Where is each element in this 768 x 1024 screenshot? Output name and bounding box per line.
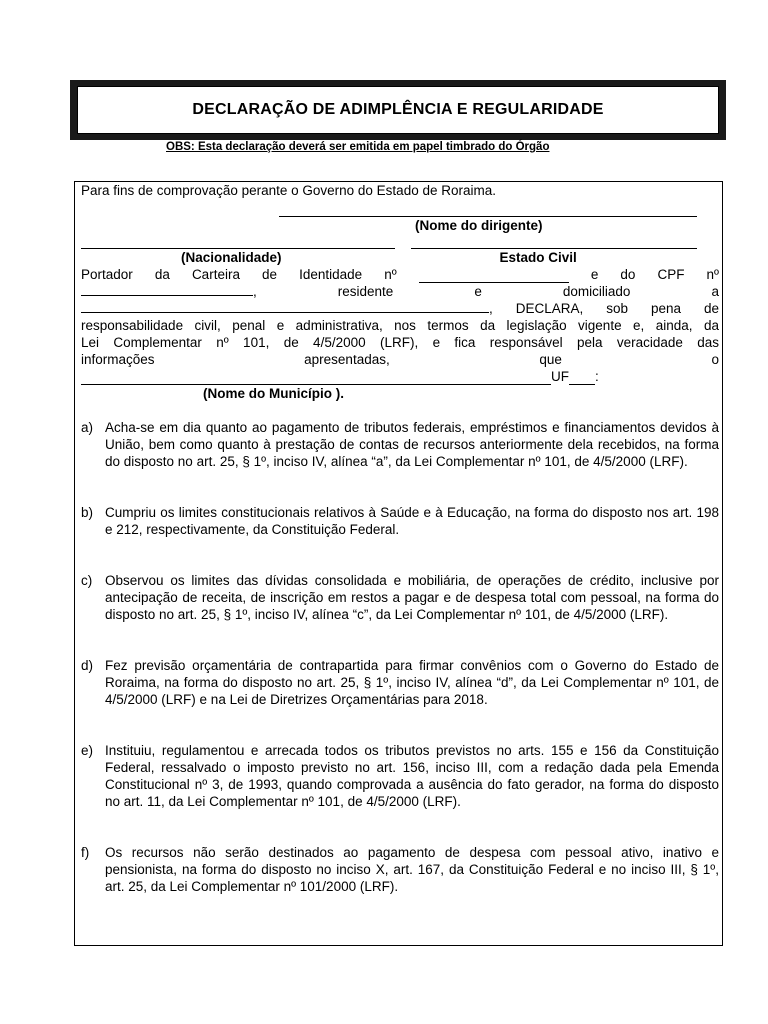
word: de [262,267,278,282]
word: DECLARA, [515,301,584,316]
cpf-blank [81,283,253,296]
informacoes-line [81,351,719,368]
municipio-blank [81,372,551,385]
uf-line [81,368,719,385]
word: nº [706,267,719,282]
word: e [590,267,599,282]
item-text: Fez previsão orçamentária de contrapartida para firmar convênios com o Governo do Estado de Roraima, na forma do disposto no art. 25, § 1º, inciso IV, alínea “d”, da Lei Complementar nº 101, de 4/5/2000 (LRF) e na Lei de Diretrizes Orçamentárias para 2018. [105,658,719,707]
title-box [77,86,719,134]
comma: , [489,301,493,316]
item-letter: e) [81,743,94,758]
list-item [81,572,719,623]
item-text: Acha-se em dia quanto ao pagamento de tributos federais, empréstimos e financiamentos devidos à União, bem como quanto à prestação de contas de recursos anteriormente dela recebidos, na forma do disposto no art. 25, § 1º, inciso IV, alínea “a”, da Lei Complementar nº 101, de 4/5/2000 (LRF). [105,420,719,469]
word: Carteira [191,267,240,282]
list-item [81,657,719,708]
identidade-blank [419,270,569,283]
obs-note: OBS: Esta declaração deverá ser emitida em papel timbrado do Órgão [166,141,550,153]
declara-line [81,300,719,317]
word: residente [337,284,394,299]
word: e [474,284,482,299]
word: informações [81,352,155,367]
item-letter: b) [81,505,94,520]
dirigente-blank [279,204,697,217]
comma: , [253,284,257,299]
item-letter: f) [81,845,90,860]
intro-text: Para fins de comprovação perante o Governo do Estado de Roraima. [81,183,496,198]
word: o [711,352,719,367]
word: da [154,267,170,282]
nacionalidade-blank-row [81,237,719,249]
title-frame [70,80,726,140]
list-item [81,844,719,895]
item-text: Observou os limites das dívidas consolidada e mobiliária, de operações de crédito, inclusive por antecipação de receita, de inscrição em restos a pagar e de despesa total com pessoal, na forma do disposto no art. 25, § 1º, inciso IV, alínea “c”, da Lei Complementar nº 101, de 4/5/2000 (LRF). [105,573,719,622]
item-text: Instituiu, regulamentou e arrecada todos os tributos previstos no arts. 155 e 156 da Constituição Federal, ressalvado o imposto previsto no art. 156, inciso III, com a redação dada pela Emenda Constitucional nº 3, de 1993, quando comprovada a ausência do fato gerador, na forma do disposto no art. 11, da Lei Complementar nº 101, de 4/5/2000 (LRF). [105,743,719,809]
colon: : [595,369,599,384]
word: domiciliado [562,284,631,299]
word: Identidade [299,267,363,282]
estado-civil-label: Estado Civil [499,250,577,265]
list-item [81,742,719,810]
word: sob [606,301,628,316]
item-text: Os recursos não serão destinados ao pagamento de despesa com pessoal ativo, inativo e pensionista, na forma do disposto no inciso X, art. 167, da Constituição Federal e no inciso III, § 1º, art. 25, da Lei Complementar nº 101/2000 (LRF). [105,845,719,894]
portador-line [81,266,719,283]
list-item [81,419,719,470]
item-letter: c) [81,573,93,588]
labels-row [81,249,719,266]
residente-line [81,283,719,300]
endereco-blank [81,300,489,313]
item-text: Cumpriu os limites constitucionais relativos à Saúde e à Educação, na forma do disposto nos art. 198 e 212, respectivamente, da Constituição Federal. [105,505,719,537]
item-letter: a) [81,420,94,435]
nome-municipio-label: (Nome do Município ). [203,386,344,401]
nacionalidade-label: (Nacionalidade) [181,250,282,265]
dirigente-blank-row [81,205,719,217]
word: pena [650,301,681,316]
word: CPF [657,267,685,282]
word: nº [384,267,397,282]
endereco-blank-group [81,300,493,317]
item-letter: d) [81,658,94,673]
cpf-blank-group [81,283,257,300]
word: apresentadas, [304,352,390,367]
estado-civil-blank [411,236,697,249]
word: Portador [81,267,133,282]
uf-blank [569,372,595,385]
word: que [539,352,562,367]
list-item [81,504,719,538]
lei-line: Lei Complementar nº 101, de 4/5/2000 (LRF), e fica responsável pela veracidade das [81,335,719,350]
word: de [703,301,719,316]
word: a [711,284,719,299]
declaration-content [81,182,719,895]
uf-label: UF [551,369,569,384]
word: do [620,267,636,282]
document-title: DECLARAÇÃO DE ADIMPLÊNCIA E REGULARIDADE [192,101,604,118]
nome-dirigente-label: (Nome do dirigente) [415,218,543,233]
responsabilidade-line: responsabilidade civil, penal e administrativa, nos termos da legislação vigente e, ainda, da [81,318,719,333]
nacionalidade-blank [81,236,395,249]
